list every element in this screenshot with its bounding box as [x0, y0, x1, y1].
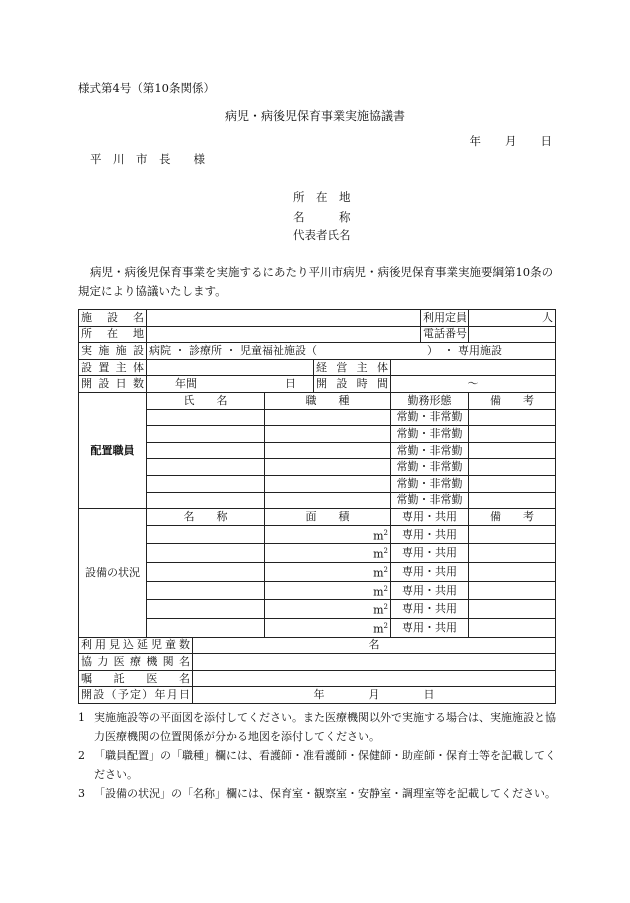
impl-facility-label: 実施施設 [79, 343, 147, 360]
body-text [78, 263, 556, 301]
note-text: 「職員配置」の「職種」欄には、看護師・准看護師・保健師・助産師・保育士等を記載してください。 [94, 749, 556, 781]
equipment-row [79, 525, 556, 544]
equipment-name-field[interactable] [147, 619, 265, 638]
signature-representative-label: 代表者氏名 [293, 228, 351, 242]
area-unit: m [373, 548, 384, 562]
operator-label: 経営主体 [314, 359, 391, 376]
staff-row [79, 426, 556, 443]
opening-hours-field[interactable] [391, 376, 556, 393]
note-number: 3 [78, 787, 85, 800]
staff-occupation-field[interactable] [265, 409, 391, 426]
staff-employment-field[interactable]: 常勤・非常勤 [391, 459, 469, 476]
addressee: 平 川 市 長 様 [90, 152, 205, 166]
area-unit-sup: 2 [383, 603, 388, 612]
equipment-usage-field[interactable]: 専用・共用 [391, 563, 469, 582]
note-item [78, 746, 556, 784]
application-form-table [78, 309, 556, 704]
area-unit: m [373, 529, 384, 543]
staff-row [79, 409, 556, 426]
staff-occupation-field[interactable] [265, 426, 391, 443]
note-item [78, 784, 556, 803]
equipment-row [79, 619, 556, 638]
staff-occupation-field[interactable] [265, 492, 391, 509]
capacity-unit: 人 [542, 310, 554, 324]
equipment-row [79, 563, 556, 582]
facility-name-field[interactable] [147, 310, 421, 327]
partner-medical-label: 協力医療機関名 [79, 654, 193, 671]
tilde: ～ [467, 377, 479, 391]
equipment-remarks-field[interactable] [469, 525, 556, 544]
location-label: 所 在 地 [79, 326, 147, 343]
equipment-remarks-field[interactable] [469, 581, 556, 600]
equipment-remarks-field[interactable] [469, 619, 556, 638]
phone-label: 電話番号 [421, 326, 469, 343]
staff-row [79, 492, 556, 509]
equipment-row [79, 581, 556, 600]
staff-employment-field[interactable]: 常勤・非常勤 [391, 409, 469, 426]
equipment-col-name: 名 称 [147, 509, 265, 526]
contract-doctor-field[interactable] [193, 670, 556, 687]
staff-employment-field[interactable]: 常勤・非常勤 [391, 492, 469, 509]
note-number: 2 [78, 749, 85, 762]
note-number: 1 [78, 711, 85, 724]
planned-date-field[interactable]: 年 月 日 [193, 687, 556, 704]
expected-children-label: 利用見込延児童数 [79, 637, 193, 654]
note-text: 実施施設等の平面図を添付してください。また医療機関以外で実施する場合は、実施施設と協力医療機関の位置関係が分かる地図を添付してください。 [94, 711, 556, 743]
notes [78, 708, 556, 803]
area-unit-sup: 2 [383, 584, 388, 593]
partner-medical-field[interactable] [193, 654, 556, 671]
staff-remarks-field[interactable] [469, 426, 556, 443]
opening-days-label: 開設日数 [79, 376, 147, 393]
expected-children-field[interactable] [193, 637, 556, 654]
equipment-area-field[interactable] [265, 525, 391, 544]
equipment-area-field[interactable] [265, 581, 391, 600]
equipment-name-field[interactable] [147, 525, 265, 544]
staff-employment-field[interactable]: 常勤・非常勤 [391, 426, 469, 443]
contract-doctor-label: 嘱 託 医 名 [79, 670, 193, 687]
equipment-remarks-field[interactable] [469, 544, 556, 563]
staff-name-field[interactable] [147, 409, 265, 426]
staff-remarks-field[interactable] [469, 409, 556, 426]
staff-col-employment: 勤務形態 [391, 392, 469, 409]
staff-employment-field[interactable]: 常勤・非常勤 [391, 475, 469, 492]
signature-name-label: 名 称 [293, 210, 351, 224]
area-unit: m [373, 566, 384, 580]
staff-col-occupation: 職 種 [265, 392, 391, 409]
row-opening [79, 376, 556, 393]
operator-field[interactable] [391, 359, 556, 376]
establisher-field[interactable] [147, 359, 314, 376]
equipment-area-field[interactable] [265, 619, 391, 638]
staff-remarks-field[interactable] [469, 492, 556, 509]
equipment-name-field[interactable] [147, 563, 265, 582]
date-year: 年 [469, 134, 481, 148]
staff-remarks-field[interactable] [469, 442, 556, 459]
row-establisher [79, 359, 556, 376]
area-unit-sup: 2 [383, 547, 388, 556]
equipment-usage-field[interactable]: 専用・共用 [391, 600, 469, 619]
row-facility-name [79, 310, 556, 327]
capacity-label: 利用定員 [421, 310, 469, 327]
row-planned-date [79, 687, 556, 704]
row-location [79, 326, 556, 343]
expected-children-unit: 名 [368, 638, 380, 652]
date-day: 日 [540, 134, 552, 148]
staff-name-field[interactable] [147, 442, 265, 459]
equipment-area-field[interactable] [265, 563, 391, 582]
staff-row [79, 459, 556, 476]
equipment-area-field[interactable] [265, 544, 391, 563]
location-field[interactable] [147, 326, 421, 343]
equipment-header-row [79, 509, 556, 526]
staff-name-field[interactable] [147, 426, 265, 443]
impl-facility-options[interactable]: 病院 ・ 診療所 ・ 児童福祉施設（ ） ・ 専用施設 [147, 343, 556, 360]
signature-address-label: 所 在 地 [293, 190, 351, 204]
equipment-remarks-field[interactable] [469, 563, 556, 582]
equipment-usage-field[interactable]: 専用・共用 [391, 544, 469, 563]
facility-name-label: 施 設 名 [79, 310, 147, 327]
date-month: 月 [505, 134, 517, 148]
staff-employment-field[interactable]: 常勤・非常勤 [391, 442, 469, 459]
area-unit-sup: 2 [383, 528, 388, 537]
area-unit-sup: 2 [383, 566, 388, 575]
staff-col-remarks: 備 考 [469, 392, 556, 409]
staff-col-name: 氏 名 [147, 392, 265, 409]
annual-text: 年間 [175, 377, 197, 391]
document-title: 病児・病後児保育事業実施協議書 [224, 109, 405, 123]
equipment-usage-field[interactable]: 専用・共用 [391, 619, 469, 638]
equipment-col-area: 面 積 [265, 509, 391, 526]
equipment-remarks-field[interactable] [469, 600, 556, 619]
area-unit: m [373, 585, 384, 599]
capacity-field[interactable] [469, 310, 556, 327]
staff-section-label [79, 392, 147, 508]
opening-days-field[interactable] [147, 376, 314, 393]
row-partner-medical [79, 654, 556, 671]
equipment-section-label: 設備の状況 [79, 509, 147, 638]
date-line [470, 133, 553, 149]
row-impl-facility [79, 343, 556, 360]
staff-header-row [79, 392, 556, 409]
equipment-name-field[interactable] [147, 581, 265, 600]
body-paragraph: 病児・病後児保育事業を実施するにあたり平川市病児・病後児保育事業実施要綱第10条の規定により協議いたします。 [78, 265, 554, 298]
area-unit: m [373, 604, 384, 617]
note-item [78, 708, 556, 746]
equipment-row [79, 600, 556, 619]
planned-date-label: 開設（予定）年月日 [79, 687, 193, 704]
note-text: 「設備の状況」の「名称」欄には、保育室・観察室・安静室・調理室等を記載してください。 [94, 787, 556, 800]
staff-name-field[interactable] [147, 459, 265, 476]
staff-occupation-field[interactable] [265, 442, 391, 459]
staff-occupation-field[interactable] [265, 475, 391, 492]
row-contract-doctor [79, 670, 556, 687]
days-text: 日 [285, 377, 296, 391]
equipment-col-remarks: 備 考 [469, 509, 556, 526]
staff-remarks-field[interactable] [469, 475, 556, 492]
form-number: 様式第4号（第10条関係） [78, 81, 215, 95]
equipment-name-field[interactable] [147, 600, 265, 619]
area-unit: m [373, 622, 384, 636]
equipment-usage-field[interactable]: 専用・共用 [391, 581, 469, 600]
staff-occupation-field[interactable] [265, 459, 391, 476]
equipment-name-field[interactable] [147, 544, 265, 563]
area-unit-sup: 2 [383, 622, 388, 630]
phone-field[interactable] [469, 326, 556, 343]
equipment-col-usage: 専用・共用 [391, 509, 469, 526]
staff-name-field[interactable] [147, 475, 265, 492]
staff-row [79, 442, 556, 459]
staff-row [79, 475, 556, 492]
staff-name-field[interactable] [147, 492, 265, 509]
equipment-row [79, 544, 556, 563]
equipment-area-field[interactable] [265, 600, 391, 619]
row-expected-children [79, 637, 556, 654]
staff-remarks-field[interactable] [469, 459, 556, 476]
opening-hours-label: 開設時間 [314, 376, 391, 393]
staff-section-text: 配置職員 [90, 443, 135, 457]
equipment-usage-field[interactable]: 専用・共用 [391, 525, 469, 544]
establisher-label: 設置主体 [79, 359, 147, 376]
